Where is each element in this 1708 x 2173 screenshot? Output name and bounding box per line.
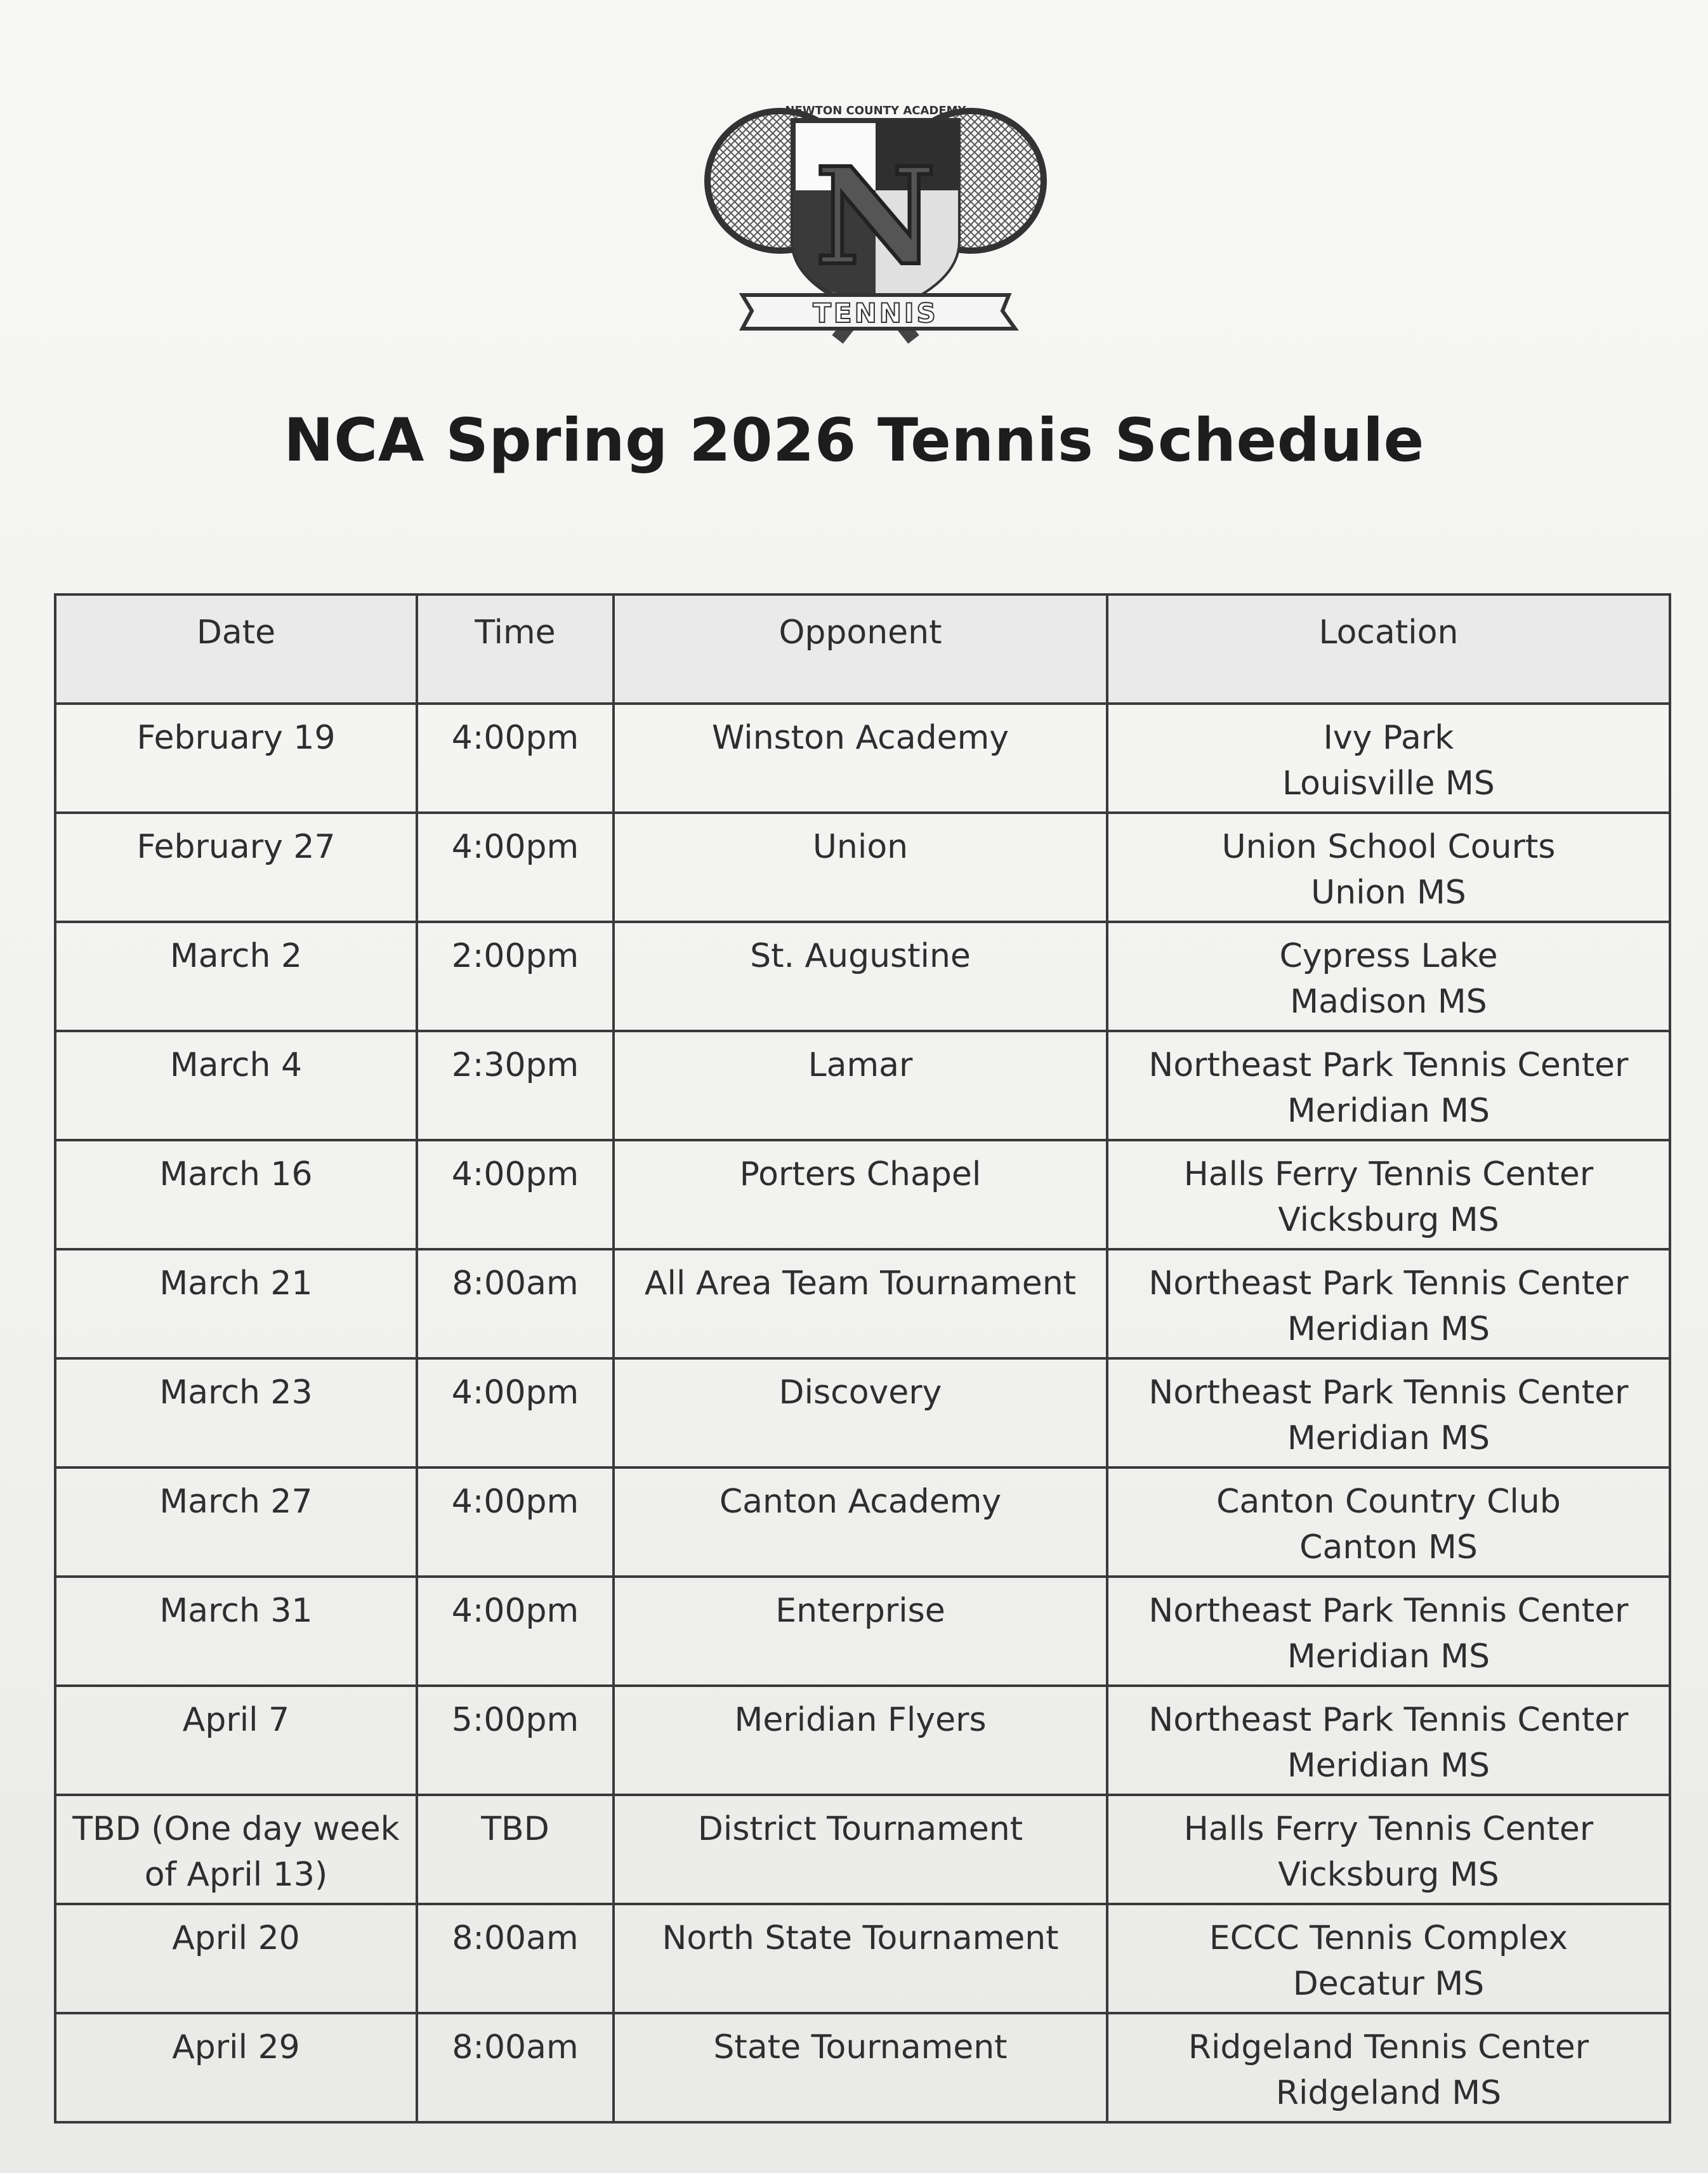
cell-date: March 16 [55, 1140, 417, 1249]
cell-location [1107, 1686, 1670, 1795]
cell-location [1107, 2013, 1670, 2122]
table-row [55, 1358, 1670, 1467]
cell-date: February 19 [55, 704, 417, 813]
table-row [55, 1904, 1670, 2013]
table-row [55, 813, 1670, 922]
cell-time: 8:00am [417, 2013, 614, 2122]
table-row [55, 1140, 1670, 1249]
cell-location [1107, 1140, 1670, 1249]
location-venue: Ivy Park [1323, 719, 1454, 757]
location-city: Vicksburg MS [1278, 1201, 1499, 1239]
location-venue: Canton Country Club [1216, 1483, 1561, 1521]
table-header-row [55, 594, 1670, 704]
location-city: Canton MS [1299, 1528, 1478, 1566]
location-city: Ridgeland MS [1275, 2074, 1502, 2112]
cell-opponent: District Tournament [614, 1795, 1107, 1904]
cell-date: March 31 [55, 1577, 417, 1686]
cell-date: February 27 [55, 813, 417, 922]
logo-arc-text: NEWTON COUNTY ACADEMY [785, 104, 966, 117]
location-city: Meridian MS [1287, 1638, 1490, 1676]
location-city: Meridian MS [1287, 1419, 1490, 1457]
location-city: Meridian MS [1287, 1310, 1490, 1348]
location-venue: Northeast Park Tennis Center [1148, 1046, 1629, 1084]
cell-time: 4:00pm [417, 704, 614, 813]
cell-location [1107, 1249, 1670, 1358]
cell-date: March 23 [55, 1358, 417, 1467]
cell-date: April 7 [55, 1686, 417, 1795]
cell-opponent: Discovery [614, 1358, 1107, 1467]
table-row [55, 1577, 1670, 1686]
cell-location [1107, 922, 1670, 1031]
header-time: Time [417, 594, 614, 704]
table-row [55, 922, 1670, 1031]
location-venue: Cypress Lake [1279, 937, 1498, 975]
cell-location [1107, 813, 1670, 922]
schedule-table [54, 593, 1671, 2124]
location-venue: Ridgeland Tennis Center [1188, 2028, 1589, 2066]
cell-location [1107, 1904, 1670, 2013]
cell-opponent: Meridian Flyers [614, 1686, 1107, 1795]
location-venue: Northeast Park Tennis Center [1148, 1374, 1629, 1412]
location-venue: Northeast Park Tennis Center [1148, 1264, 1629, 1303]
cell-date: March 27 [55, 1467, 417, 1577]
cell-opponent: All Area Team Tournament [614, 1249, 1107, 1358]
location-city: Union MS [1311, 874, 1466, 912]
cell-time: TBD [417, 1795, 614, 1904]
table-row [55, 1686, 1670, 1795]
logo-banner-text: TENNIS [813, 298, 938, 329]
header-date: Date [55, 594, 417, 704]
cell-date: TBD (One day week of April 13) [55, 1795, 417, 1904]
location-venue: Northeast Park Tennis Center [1148, 1701, 1629, 1739]
tennis-logo-icon [704, 95, 1047, 355]
location-city: Meridian MS [1287, 1092, 1490, 1130]
cell-opponent: Canton Academy [614, 1467, 1107, 1577]
cell-date: April 29 [55, 2013, 417, 2122]
cell-date: March 21 [55, 1249, 417, 1358]
cell-time: 8:00am [417, 1904, 614, 2013]
cell-location [1107, 1031, 1670, 1140]
table-row [55, 704, 1670, 813]
header-location: Location [1107, 594, 1670, 704]
location-city: Louisville MS [1282, 765, 1495, 803]
cell-opponent: Enterprise [614, 1577, 1107, 1686]
cell-time: 4:00pm [417, 1358, 614, 1467]
page-title: NCA Spring 2026 Tennis Schedule [284, 406, 1424, 475]
location-venue: Northeast Park Tennis Center [1148, 1592, 1629, 1630]
cell-location [1107, 704, 1670, 813]
cell-opponent: State Tournament [614, 2013, 1107, 2122]
cell-location [1107, 1358, 1670, 1467]
table-row [55, 2013, 1670, 2122]
location-venue: Union School Courts [1221, 828, 1556, 866]
table-row [55, 1031, 1670, 1140]
cell-opponent: Lamar [614, 1031, 1107, 1140]
location-city: Vicksburg MS [1278, 1856, 1499, 1894]
cell-opponent: Winston Academy [614, 704, 1107, 813]
cell-location [1107, 1577, 1670, 1686]
location-venue: Halls Ferry Tennis Center [1183, 1810, 1594, 1848]
cell-opponent: Union [614, 813, 1107, 922]
cell-opponent: Porters Chapel [614, 1140, 1107, 1249]
table-row [55, 1467, 1670, 1577]
location-city: Meridian MS [1287, 1747, 1490, 1785]
cell-date: April 20 [55, 1904, 417, 2013]
cell-location [1107, 1467, 1670, 1577]
cell-opponent: St. Augustine [614, 922, 1107, 1031]
cell-time: 4:00pm [417, 1577, 614, 1686]
cell-time: 4:00pm [417, 1467, 614, 1577]
cell-time: 4:00pm [417, 1140, 614, 1249]
location-city: Decatur MS [1292, 1965, 1485, 2003]
location-venue: Halls Ferry Tennis Center [1183, 1155, 1594, 1193]
cell-time: 2:30pm [417, 1031, 614, 1140]
cell-location [1107, 1795, 1670, 1904]
header-opponent: Opponent [614, 594, 1107, 704]
cell-time: 8:00am [417, 1249, 614, 1358]
location-city: Madison MS [1290, 983, 1487, 1021]
cell-opponent: North State Tournament [614, 1904, 1107, 2013]
location-venue: ECCC Tennis Complex [1209, 1919, 1568, 1957]
table-row [55, 1795, 1670, 1904]
cell-time: 2:00pm [417, 922, 614, 1031]
cell-time: 5:00pm [417, 1686, 614, 1795]
table-row [55, 1249, 1670, 1358]
cell-date: March 4 [55, 1031, 417, 1140]
cell-time: 4:00pm [417, 813, 614, 922]
cell-date: March 2 [55, 922, 417, 1031]
logo-letter: N [815, 138, 936, 295]
